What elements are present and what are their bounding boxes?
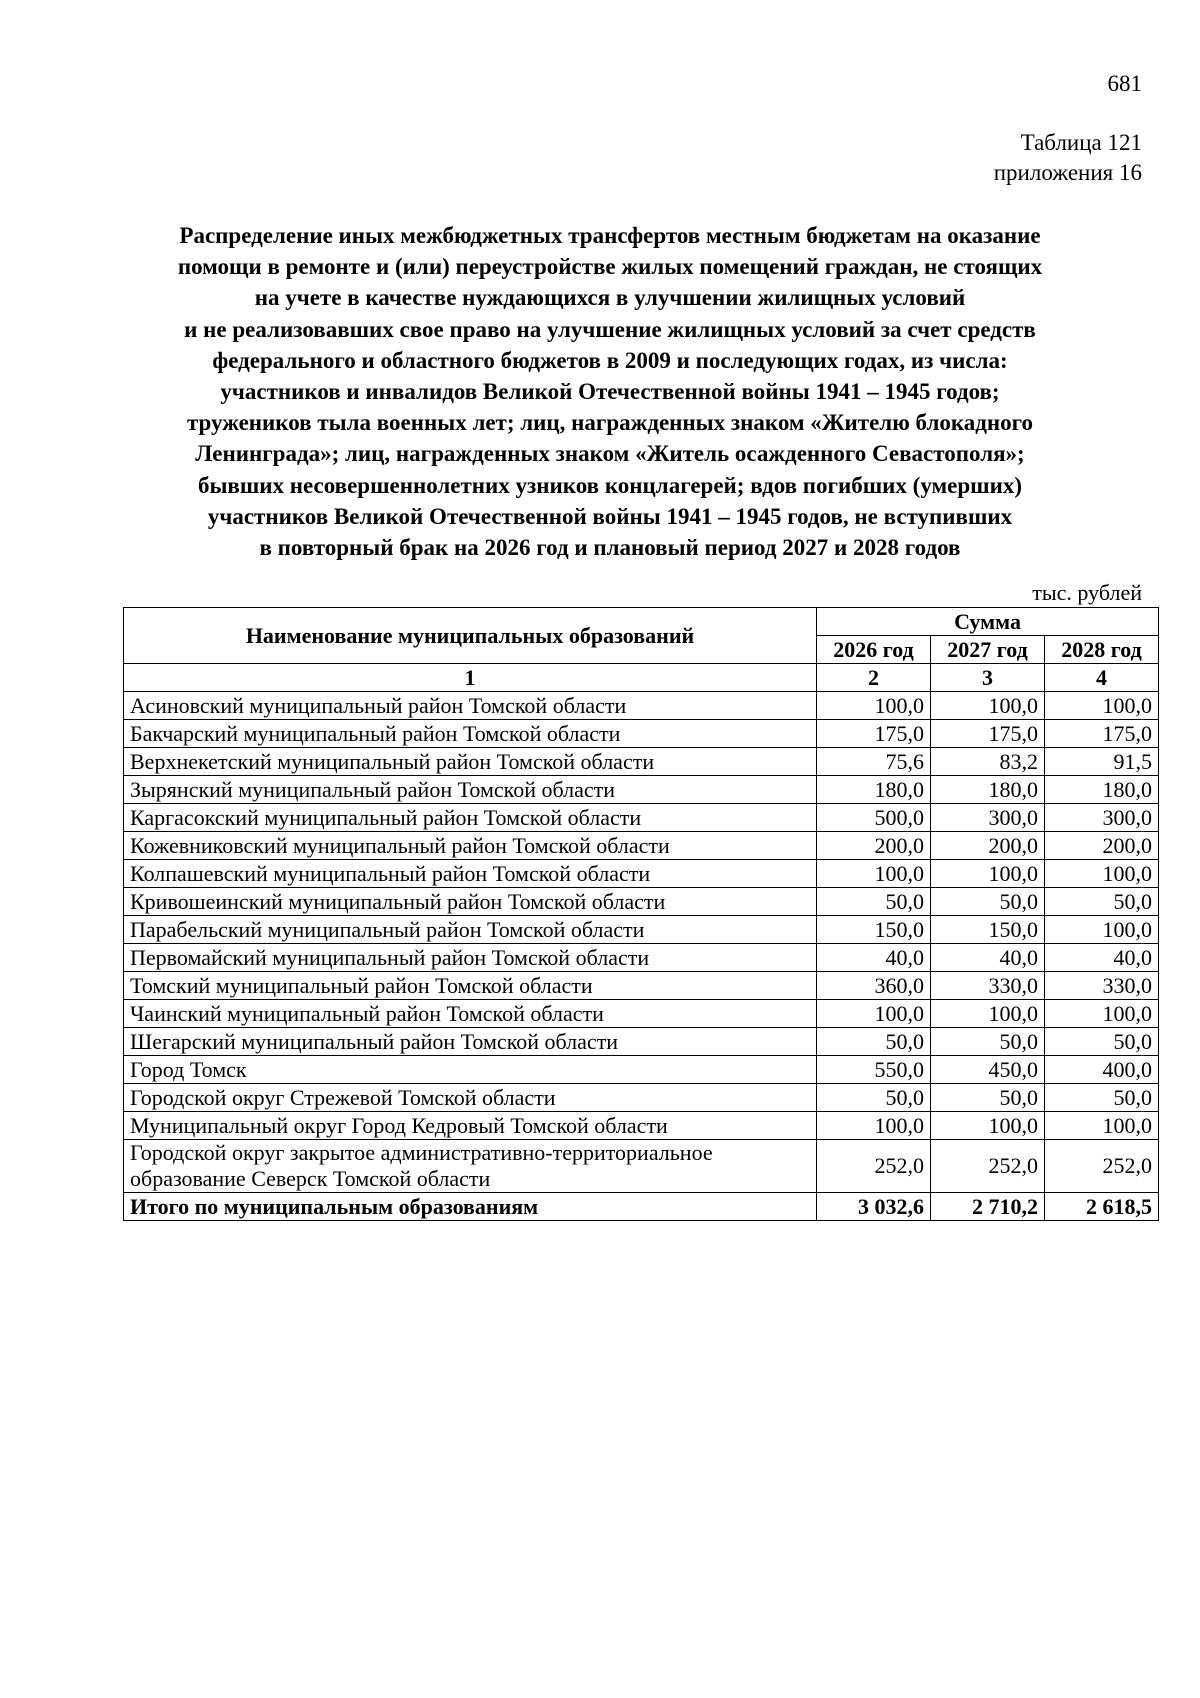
table-row <box>124 1000 1159 1028</box>
header-sum: Сумма <box>817 608 1159 636</box>
row-name: Зырянский муниципальный район Томской области <box>124 776 817 804</box>
table-row <box>124 720 1159 748</box>
column-number: 3 <box>931 664 1045 692</box>
row-value-2026: 150,0 <box>817 916 931 944</box>
row-value-2026: 550,0 <box>817 1056 931 1084</box>
column-number: 1 <box>124 664 817 692</box>
row-name: Городской округ закрытое административно-территориальное образование Северск Томской области <box>124 1140 817 1193</box>
row-value-2028: 40,0 <box>1045 944 1159 972</box>
row-value-2026: 180,0 <box>817 776 931 804</box>
units-label: тыс. рублей <box>1032 580 1142 605</box>
table-ref-line-1: Таблица 121 <box>1020 130 1142 155</box>
row-name: Кривошеинский муниципальный район Томской области <box>124 888 817 916</box>
row-value-2027: 40,0 <box>931 944 1045 972</box>
row-value-2027: 50,0 <box>931 1084 1045 1112</box>
row-value-2028: 100,0 <box>1045 1112 1159 1140</box>
row-name: Томский муниципальный район Томской области <box>124 972 817 1000</box>
row-name: Городской округ Стрежевой Томской области <box>124 1084 817 1112</box>
title-line: Распределение иных межбюджетных трансфертов местным бюджетам на оказание <box>179 223 1041 248</box>
table-row <box>124 804 1159 832</box>
row-value-2028: 330,0 <box>1045 972 1159 1000</box>
title-line: федерального и областного бюджетов в 2009 и последующих годах, из числа: <box>212 347 1008 373</box>
table-ref-line-2: приложения 16 <box>993 160 1142 185</box>
row-value-2026: 200,0 <box>817 832 931 860</box>
row-value-2028: 100,0 <box>1045 916 1159 944</box>
row-name: Шегарский муниципальный район Томской области <box>124 1028 817 1056</box>
row-value-2026: 100,0 <box>817 1000 931 1028</box>
table-row <box>124 944 1159 972</box>
title-line: и не реализовавших свое право на улучшение жилищных условий за счет средств <box>184 316 1036 342</box>
row-value-2026: 360,0 <box>817 972 931 1000</box>
total-value-2026: 3 032,6 <box>817 1193 931 1221</box>
row-value-2026: 100,0 <box>817 692 931 720</box>
row-value-2027: 100,0 <box>931 860 1045 888</box>
table-row <box>124 1028 1159 1056</box>
row-value-2027: 450,0 <box>931 1056 1045 1084</box>
row-value-2027: 330,0 <box>931 972 1045 1000</box>
row-name: Каргасокский муниципальный район Томской области <box>124 804 817 832</box>
column-number: 2 <box>817 664 931 692</box>
transfers-table <box>123 607 1159 1221</box>
row-name: Асиновский муниципальный район Томской области <box>124 692 817 720</box>
row-value-2028: 50,0 <box>1045 888 1159 916</box>
row-value-2027: 175,0 <box>931 720 1045 748</box>
title-line: тружеников тыла военных лет; лиц, награжденных знаком «Жителю блокадного <box>186 410 1034 436</box>
table-row <box>124 972 1159 1000</box>
total-name: Итого по муниципальным образованиям <box>124 1193 817 1221</box>
document-title <box>110 220 1110 563</box>
row-value-2028: 180,0 <box>1045 776 1159 804</box>
row-value-2027: 200,0 <box>931 832 1045 860</box>
row-value-2026: 75,6 <box>817 748 931 776</box>
row-value-2027: 150,0 <box>931 916 1045 944</box>
row-value-2026: 175,0 <box>817 720 931 748</box>
header-name: Наименование муниципальных образований <box>124 608 817 664</box>
row-value-2028: 100,0 <box>1045 692 1159 720</box>
total-value-2027: 2 710,2 <box>931 1193 1045 1221</box>
row-value-2026: 50,0 <box>817 888 931 916</box>
row-value-2027: 50,0 <box>931 1028 1045 1056</box>
table-row <box>124 748 1159 776</box>
row-value-2026: 100,0 <box>817 860 931 888</box>
row-value-2028: 100,0 <box>1045 1000 1159 1028</box>
table-row <box>124 888 1159 916</box>
table-row <box>124 692 1159 720</box>
row-value-2026: 50,0 <box>817 1028 931 1056</box>
column-numbers-row <box>124 664 1159 692</box>
row-value-2026: 50,0 <box>817 1084 931 1112</box>
row-name: Колпашевский муниципальный район Томской области <box>124 860 817 888</box>
title-line: бывших несовершеннолетних узников концлагерей; вдов погибших (умерших) <box>197 472 1023 498</box>
row-value-2028: 91,5 <box>1045 748 1159 776</box>
row-name: Город Томск <box>124 1056 817 1084</box>
title-line: на учете в качестве нуждающихся в улучшении жилищных условий <box>254 285 966 311</box>
row-value-2028: 300,0 <box>1045 804 1159 832</box>
title-line: участников и инвалидов Великой Отечественной войны 1941 – 1945 годов; <box>220 379 1000 405</box>
row-name: Первомайский муниципальный район Томской области <box>124 944 817 972</box>
row-value-2028: 175,0 <box>1045 720 1159 748</box>
row-value-2028: 200,0 <box>1045 832 1159 860</box>
row-value-2028: 400,0 <box>1045 1056 1159 1084</box>
page-number: 681 <box>1107 71 1142 96</box>
row-value-2027: 83,2 <box>931 748 1045 776</box>
row-name: Кожевниковский муниципальный район Томской области <box>124 832 817 860</box>
title-line: Ленинграда»; лиц, награжденных знаком «Житель осажденного Севастополя»; <box>195 441 1025 467</box>
header-year-2026: 2026 год <box>817 636 931 664</box>
row-value-2027: 300,0 <box>931 804 1045 832</box>
row-value-2028: 50,0 <box>1045 1084 1159 1112</box>
row-name: Чаинский муниципальный район Томской области <box>124 1000 817 1028</box>
row-value-2026: 40,0 <box>817 944 931 972</box>
row-name: Парабельский муниципальный район Томской области <box>124 916 817 944</box>
row-value-2027: 100,0 <box>931 692 1045 720</box>
row-value-2027: 252,0 <box>931 1140 1045 1193</box>
row-value-2028: 252,0 <box>1045 1140 1159 1193</box>
table-row <box>124 832 1159 860</box>
title-line: помощи в ремонте и (или) переустройстве жилых помещений граждан, не стоящих <box>177 254 1043 280</box>
table-reference <box>994 128 1142 188</box>
title-line: участников Великой Отечественной войны 1941 – 1945 годов, не вступивших <box>207 503 1013 529</box>
row-value-2026: 500,0 <box>817 804 931 832</box>
table-row <box>124 1056 1159 1084</box>
row-name: Муниципальный округ Город Кедровый Томской области <box>124 1112 817 1140</box>
row-value-2027: 100,0 <box>931 1112 1045 1140</box>
header-year-2028: 2028 год <box>1045 636 1159 664</box>
row-name: Бакчарский муниципальный район Томской области <box>124 720 817 748</box>
table-row <box>124 916 1159 944</box>
table-row <box>124 776 1159 804</box>
total-value-2028: 2 618,5 <box>1045 1193 1159 1221</box>
row-value-2028: 50,0 <box>1045 1028 1159 1056</box>
row-value-2028: 100,0 <box>1045 860 1159 888</box>
row-name: Верхнекетский муниципальный район Томской области <box>124 748 817 776</box>
row-value-2026: 100,0 <box>817 1112 931 1140</box>
title-line: в повторный брак на 2026 год и плановый период 2027 и 2028 годов <box>259 535 961 561</box>
row-value-2026: 252,0 <box>817 1140 931 1193</box>
header-year-2027: 2027 год <box>931 636 1045 664</box>
row-value-2027: 100,0 <box>931 1000 1045 1028</box>
column-number: 4 <box>1045 664 1159 692</box>
row-value-2027: 50,0 <box>931 888 1045 916</box>
row-value-2027: 180,0 <box>931 776 1045 804</box>
total-row <box>124 1193 1159 1221</box>
table-row <box>124 860 1159 888</box>
table-row <box>124 1084 1159 1112</box>
header-row <box>124 608 1159 636</box>
table-row <box>124 1140 1159 1193</box>
table-row <box>124 1112 1159 1140</box>
